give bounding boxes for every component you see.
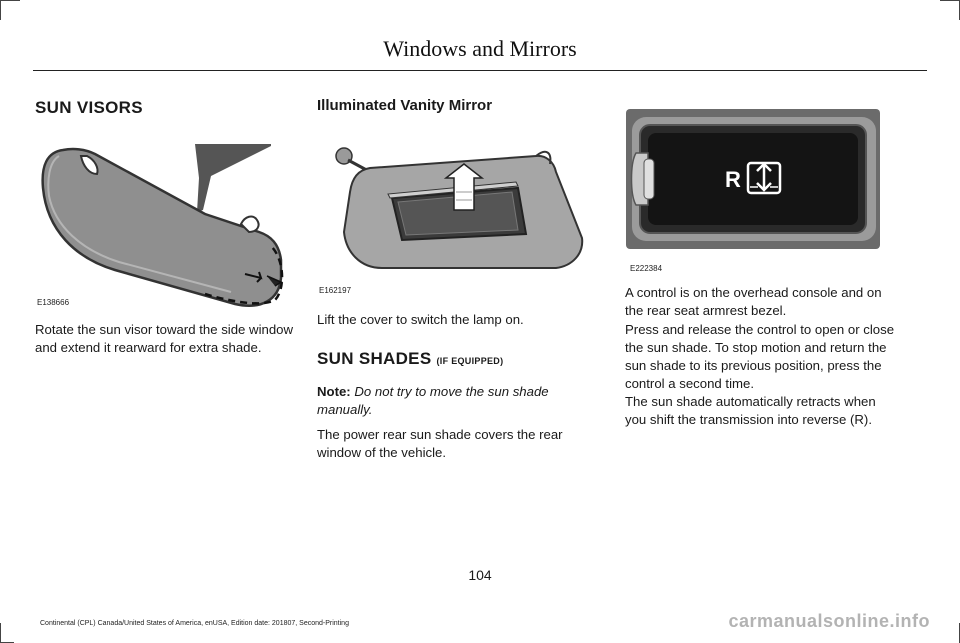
edition-footer: Continental (CPL) Canada/United States of America, enUSA, Edition date: 201807, Second-Printing	[40, 620, 349, 627]
watermark: carmanualsonline.info	[728, 611, 930, 631]
crop-mark	[0, 0, 1, 20]
note-label: Note:	[317, 384, 351, 399]
crop-mark	[0, 623, 1, 643]
control-location-paragraph: A control is on the overhead console and on the rear seat armrest bezel.	[625, 285, 882, 318]
sun-shade-switch-illustration	[626, 103, 880, 259]
sun-visor-illustration	[35, 140, 285, 310]
page-title: Windows and Mirrors	[383, 36, 577, 61]
if-equipped-label: (IF EQUIPPED)	[436, 356, 504, 366]
auto-retract-paragraph: The sun shade automatically retracts when you shift the transmission into reverse (R).	[625, 394, 876, 427]
sun-shades-title: SUN SHADES	[317, 349, 432, 368]
crop-mark	[0, 0, 20, 1]
vanity-mirror-paragraph: Lift the cover to switch the lamp on.	[317, 312, 524, 327]
sun-visor-paragraph: Rotate the sun visor toward the side window and extend it rearward for extra shade.	[35, 322, 294, 355]
vanity-mirror-illustration	[330, 142, 588, 277]
note-text: Do not try to move the sun shade manually.	[317, 384, 549, 417]
crop-mark	[940, 0, 960, 1]
subheading-vanity-mirror: Illuminated Vanity Mirror	[317, 97, 493, 114]
figure-code: E222384	[630, 264, 663, 273]
section-heading-sun-visors: SUN VISORS	[35, 98, 143, 117]
reverse-letter: R	[725, 167, 741, 192]
figure-code: E162197	[319, 286, 352, 295]
page-number: 104	[468, 567, 492, 583]
header-divider	[33, 70, 927, 71]
note-paragraph	[317, 383, 587, 419]
figure-code: E138666	[37, 298, 70, 307]
sun-shade-description: The power rear sun shade covers the rear window of the vehicle.	[317, 427, 563, 460]
control-operation-paragraph: Press and release the control to open or close the sun shade. To stop motion and return the sun shade to its previous position, press the control a second time.	[625, 322, 895, 391]
section-heading-sun-shades	[317, 349, 503, 369]
